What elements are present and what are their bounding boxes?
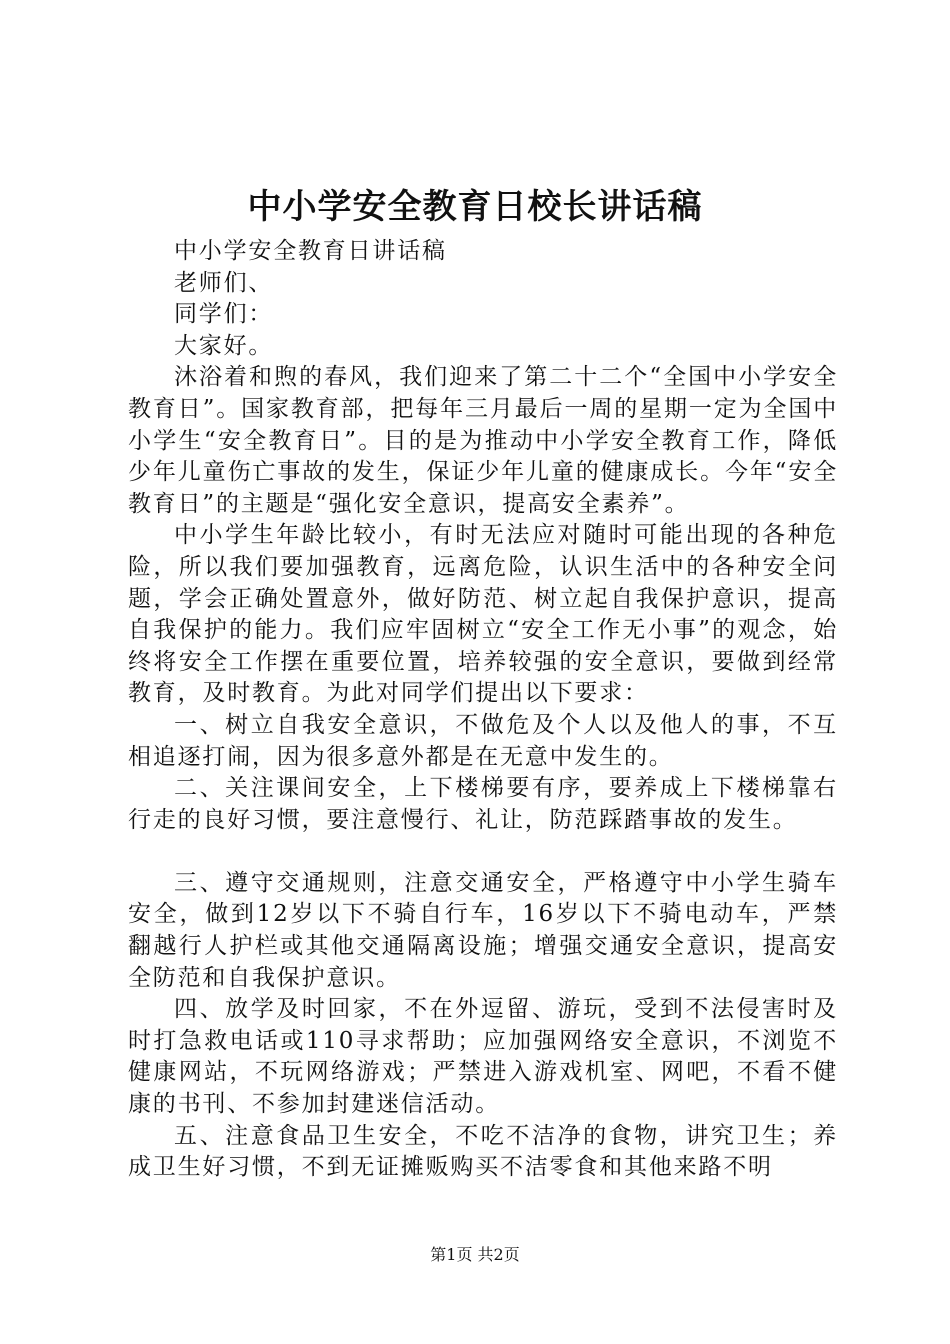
- context-paragraph: 中小学生年龄比较小，有时无法应对随时可能出现的各种危险，所以我们要加强教育，远离危险，认识生活中的各种安全问题，学会正确处置意外，做好防范、树立起自我保护意识，提高自我保护的能力。我们应牢固树立“安全工作无小事”的观念，始终将安全工作摆在重要位置，培养较强的安全意识，要做到经常教育，及时教育。为此对同学们提出以下要求：: [128, 522, 838, 707]
- requirement-5-paragraph: 五、注意食品卫生安全，不吃不洁净的食物，讲究卫生；养成卫生好习惯，不到无证摊贩购买不洁零食和其他来路不明: [128, 1122, 838, 1181]
- page-number-footer: 第1页 共2页: [430, 1245, 520, 1264]
- document-title: 中小学安全教育日校长讲话稿: [247, 187, 703, 227]
- intro-paragraph: 沐浴着和煦的春风，我们迎来了第二十二个“全国中小学安全教育日”。国家教育部，把每年三月最后一周的星期一定为全国中小学生“安全教育日”。目的是为推动中小学安全教育工作，降低少年儿童伤亡事故的发生，保证少年儿童的健康成长。今年“安全教育日”的主题是“强化安全意识，提高安全素养”。: [128, 364, 838, 517]
- greeting-paragraph: 大家好。: [174, 332, 274, 359]
- salutation-students: 同学们：: [174, 301, 274, 328]
- subtitle-paragraph: 中小学安全教育日讲话稿: [174, 238, 447, 264]
- requirement-4-paragraph: 四、放学及时回家，不在外逗留、游玩，受到不法侵害时及时打急救电话或110寻求帮助；应加强网络安全意识，不浏览不健康网站，不玩网络游戏；严禁进入游戏机室、网吧，不看不健康的书刊、不参加封建迷信活动。: [128, 996, 838, 1118]
- document-body: [128, 236, 838, 1184]
- salutation-teachers: 老师们、: [174, 269, 274, 296]
- requirement-1-paragraph: 一、树立自我安全意识，不做危及个人以及他人的事，不互相追逐打闹，因为很多意外都是在无意中发生的。: [128, 711, 838, 770]
- requirement-3-paragraph: 三、遵守交通规则，注意交通安全，严格遵守中小学生骑车安全，做到12岁以下不骑自行车，16岁以下不骑电动车，严禁翻越行人护栏或其他交通隔离设施；增强交通安全意识，提高安全防范和自我保护意识。: [128, 869, 838, 991]
- requirement-2-paragraph: 二、关注课间安全，上下楼梯要有序，要养成上下楼梯靠右行走的良好习惯，要注意慢行、礼让，防范踩踏事故的发生。: [128, 775, 838, 833]
